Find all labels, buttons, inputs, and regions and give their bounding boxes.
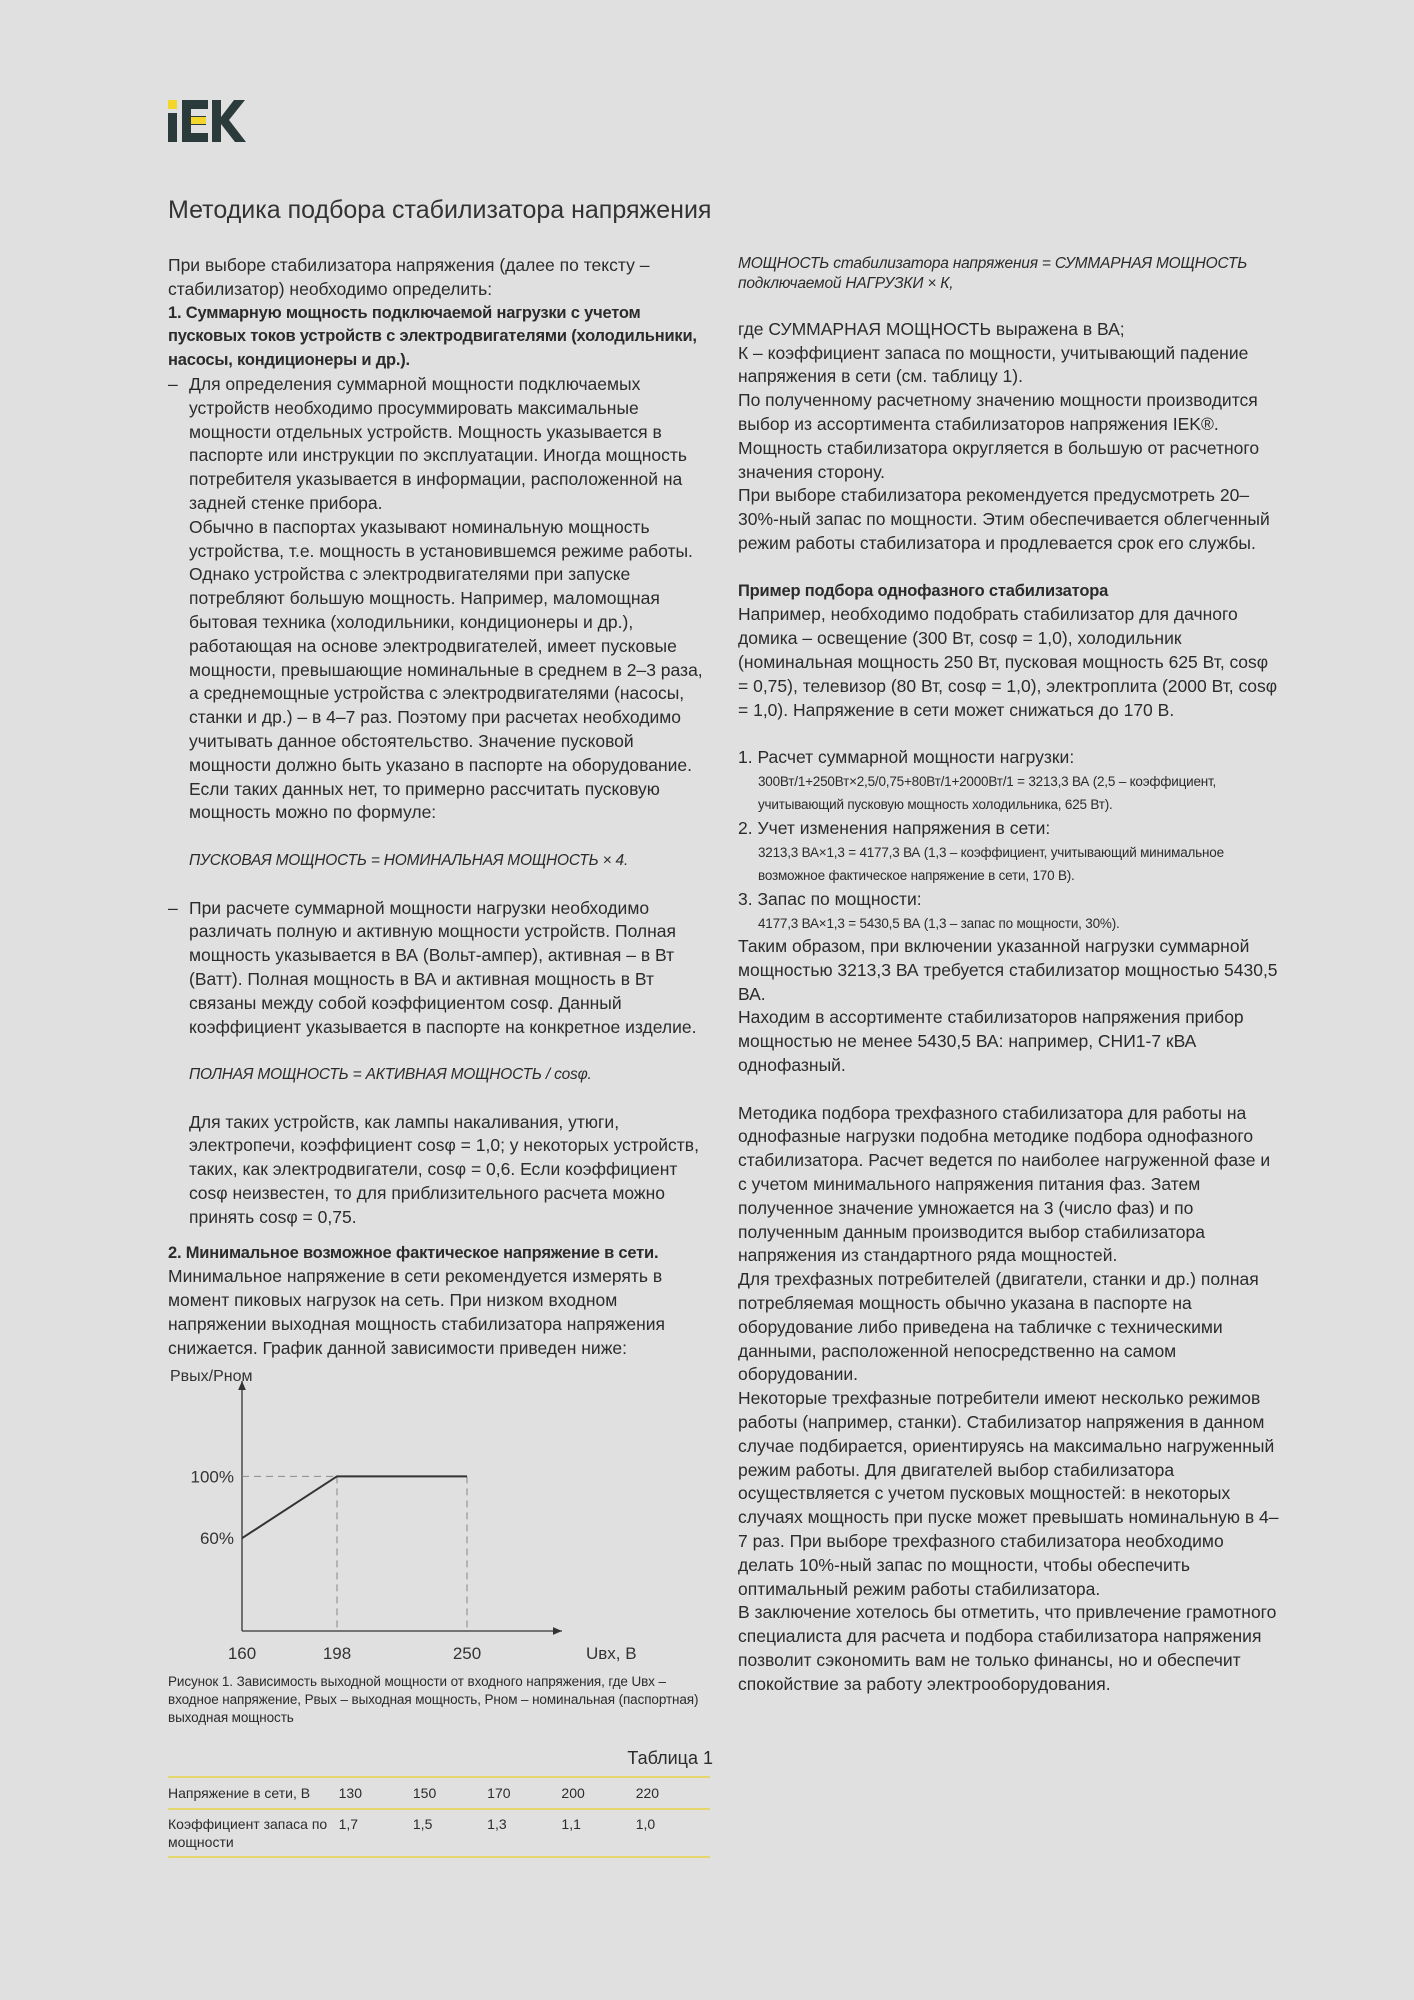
example-text: Например, необходимо подобрать стабилизатор для дачного домика – освещение (300 Вт, cosφ = 1,0), холодильник (номинальная мощность 250 Вт, пусковая мощность 625 Вт, cosφ = 0,75), телевизор (80 Вт, cosφ = 1,0), электроплита (2000 Вт, cosφ = 1,0). Напряжение в сети может снижаться до 170 В. xyxy=(738,604,1278,720)
result-text-2: Находим в ассортименте стабилизаторов напряжения прибор мощностью не менее 5430,5 ВА: например, СНИ1-7 кВА однофазный. xyxy=(738,1007,1244,1076)
intro-text: При выборе стабилизатора напряжения (далее по тексту – стабилизатор) необходимо определить: xyxy=(168,255,650,299)
step-2-calc: 3213,3 ВА×1,3 = 4177,3 ВА (1,3 – коэффициент, учитывающий минимальное возможное фактическое напряжение в сети, 170 В). xyxy=(758,844,1224,884)
step-3-calc: 4177,3 ВА×1,3 = 5430,5 ВА (1,3 – запас по мощности, 30%). xyxy=(758,915,1120,931)
three-phase-text-2: Для трехфазных потребителей (двигатели, станки и др.) полная потребляемая мощность обычно указана в паспорте на оборудование либо приведена на табличке с техническими данными, расположенной непосредственно на самом оборудовании. xyxy=(738,1269,1259,1385)
table-cell: 200 xyxy=(561,1777,635,1809)
bullet-dash: – xyxy=(168,373,178,394)
k-definition: К – коэффициент запаса по мощности, учитывающий падение напряжения в сети (см. таблицу 1). xyxy=(738,342,1249,387)
left-column xyxy=(168,254,713,1858)
step-1: 1. Расчет суммарной мощности нагрузки: xyxy=(738,747,1075,768)
heading-2-text: Минимальное напряжение в сети рекомендуется измерять в момент пиковых нагрузок на сеть. При низком входном напряжении выходная мощность стабилизатора напряжения снижается. График данной зависимости приведен ниже: xyxy=(168,1266,666,1358)
y-axis-label: Pвых/Pном xyxy=(170,1367,253,1385)
chart xyxy=(162,1367,637,1669)
table-cell: 130 xyxy=(339,1777,413,1809)
step-1-calc: 300Вт/1+250Вт×2,5/0,75+80Вт/1+2000Вт/1 = 3213,3 ВА (2,5 – коэффициент, учитывающий пусковую мощность холодильника, 625 Вт). xyxy=(758,773,1217,813)
x-axis-label: Uвх, В xyxy=(586,1643,637,1663)
three-phase-text-3: Некоторые трехфазные потребители имеют несколько режимов работы (например, станки). Стабилизатор напряжения в данном случае подбирается, ориентируясь на максимально нагруженный режим работы. Для двигателей выбор стабилизатора осуществляется с учетом пусковых мощностей: в некоторых случаях мощность при пуске может превышать номинальную в 4–7 раз. При выборе трехфазного стабилизатора необходимо делать 10%-ный запас по мощности, чтобы обеспечить оптимальный режим работы стабилизатора. xyxy=(738,1388,1279,1599)
series-line xyxy=(242,1476,467,1538)
bullet-dash: – xyxy=(168,897,178,918)
x-tick-label: 198 xyxy=(322,1643,352,1663)
table-cell: 1,0 xyxy=(636,1809,710,1857)
heading-2: 2. Минимальное возможное фактическое напряжение в сети. xyxy=(168,1243,659,1262)
x-tick-label: 160 xyxy=(227,1643,257,1663)
x-tick-label: 250 xyxy=(452,1643,482,1663)
table-cell: 1,1 xyxy=(561,1809,635,1857)
conclusion-text: В заключение хотелось бы отметить, что привлечение грамотного специалиста для расчета и подбора стабилизатора напряжения позволит сэкономить вам не только финансы, но и обеспечит спокойствие за работу электрооборудования. xyxy=(738,1602,1277,1694)
bullet-2 xyxy=(168,897,713,1230)
table-cell: 170 xyxy=(487,1777,561,1809)
y-tick-label: 100% xyxy=(190,1466,234,1486)
table-cell: 1,3 xyxy=(487,1809,561,1857)
table-cell: Коэффициент запаса по мощности xyxy=(168,1809,339,1857)
right-column xyxy=(738,254,1283,1697)
table-cell: Напряжение в сети, В xyxy=(168,1777,339,1809)
heading-1: 1. Суммарную мощность подключаемой нагрузки с учетом пусковых токов устройств с электродвигателями (холодильники, насосы, кондиционеры и др.). xyxy=(168,303,697,370)
iek-logo xyxy=(168,100,252,142)
page-title: Методика подбора стабилизатора напряжения xyxy=(168,196,712,224)
step-3: 3. Запас по мощности: xyxy=(738,888,922,909)
result-text-1: Таким образом, при включении указанной нагрузки суммарной мощностью 3213,3 ВА требуется стабилизатор мощностью 5430,5 ВА. xyxy=(738,936,1278,1004)
chart-svg xyxy=(162,1367,637,1669)
selection-text: По полученному расчетному значению мощности производится выбор из ассортимента стабилизаторов напряжения IEK®. Мощность стабилизатора округляется в большую от расчетного значения сторону. xyxy=(738,390,1260,482)
bullet-1-text-a: Для определения суммарной мощности подключаемых устройств необходимо просуммировать максимальные мощности отдельных устройств. Мощность указывается в паспорте или инструкции по эксплуатации. Иногда мощность потребителя указывается в информации, расположенной на задней стенке прибора. xyxy=(189,373,687,513)
bullet-1-text-b: Обычно в паспортах указывают номинальную мощность устройства, т.е. мощность в установившемся режиме работы. Однако устройства с электродвигателями при запуске потребляют большую мощность. Например, маломощная бытовая техника (холодильники, кондиционеры и др.), работающая на основе электродвигателей, имеет пусковые мощности, превышающие номинальные в среднем в 2–3 раза, а среднемощные устройства с электродвигателями (насосы, станки и др.) – в 4–7 раз. Поэтому при расчетах необходимо учитывать данное обстоятельство. Значение пусковой мощности должно быть указано в паспорте на оборудование. Если таких данных нет, то примерно рассчитать пусковую мощность можно по формуле: xyxy=(189,516,703,823)
table-cell: 220 xyxy=(636,1777,710,1809)
bullet-2-text-a: При расчете суммарной мощности нагрузки необходимо различать полную и активную мощности устройств. Полная мощность указывается в ВА (Вольт-ампер), активная – в Вт (Ватт). Полная мощность в ВА и активная мощность в Вт связаны между собой коэффициентом cosφ. Данный коэффициент указывается в паспорте на конкретное изделие. xyxy=(189,897,697,1037)
example-heading: Пример подбора однофазного стабилизатора xyxy=(738,581,1109,600)
three-phase-text-1: Методика подбора трехфазного стабилизатора для работы на однофазные нагрузки подобна методике подбора однофазного стабилизатора. Расчет ведется по наиболее нагруженной фазе и с учетом минимального напряжения питания фаз. Затем полученное значение умножается на 3 (число фаз) и по полученным данным производится выбор стабилизатора напряжения из стандартного ряда мощностей. xyxy=(738,1102,1271,1266)
reserve-text: При выборе стабилизатора рекомендуется предусмотреть 20–30%-ный запас по мощности. Этим обеспечивается облегченный режим работы стабилизатора и продлевается срок его службы. xyxy=(738,485,1270,553)
bullet-1 xyxy=(168,373,713,897)
table-cell: 1,7 xyxy=(339,1809,413,1857)
formula-starting-power: ПУСКОВАЯ МОЩНОСТЬ = НОМИНАЛЬНАЯ МОЩНОСТЬ × 4. xyxy=(189,851,629,869)
table-row xyxy=(168,1809,710,1857)
step-2: 2. Учет изменения напряжения в сети: xyxy=(738,817,1051,838)
table-title: Таблица 1 xyxy=(627,1747,713,1768)
figure-caption: Рисунок 1. Зависимость выходной мощности от входного напряжения, где Uвх – входное напряжение, Pвых – выходная мощность, Pном – номинальная (паспортная) выходная мощность xyxy=(168,1673,699,1725)
coefficient-table xyxy=(168,1776,710,1858)
formula-full-power: ПОЛНАЯ МОЩНОСТЬ = АКТИВНАЯ МОЩНОСТЬ / cosφ. xyxy=(189,1066,592,1084)
where-text: где СУММАРНАЯ МОЩНОСТЬ выражена в ВА; xyxy=(738,318,1125,339)
formula-stabilizer-power: МОЩНОСТЬ стабилизатора напряжения = СУММАРНАЯ МОЩНОСТЬ подключаемой НАГРУЗКИ × К, xyxy=(738,255,1248,292)
table-cell: 150 xyxy=(413,1777,487,1809)
table-row xyxy=(168,1777,710,1809)
y-tick-label: 60% xyxy=(199,1528,234,1548)
table-cell: 1,5 xyxy=(413,1809,487,1857)
bullet-2-text-b: Для таких устройств, как лампы накаливания, утюги, электропечи, коэффициент cosφ = 1,0; у некоторых устройств, таких, как электродвигатели, cosφ = 0,6. Если коэффициент cosφ неизвестен, то для приблизительного расчета можно принять cosφ = 0,75. xyxy=(189,1111,699,1227)
